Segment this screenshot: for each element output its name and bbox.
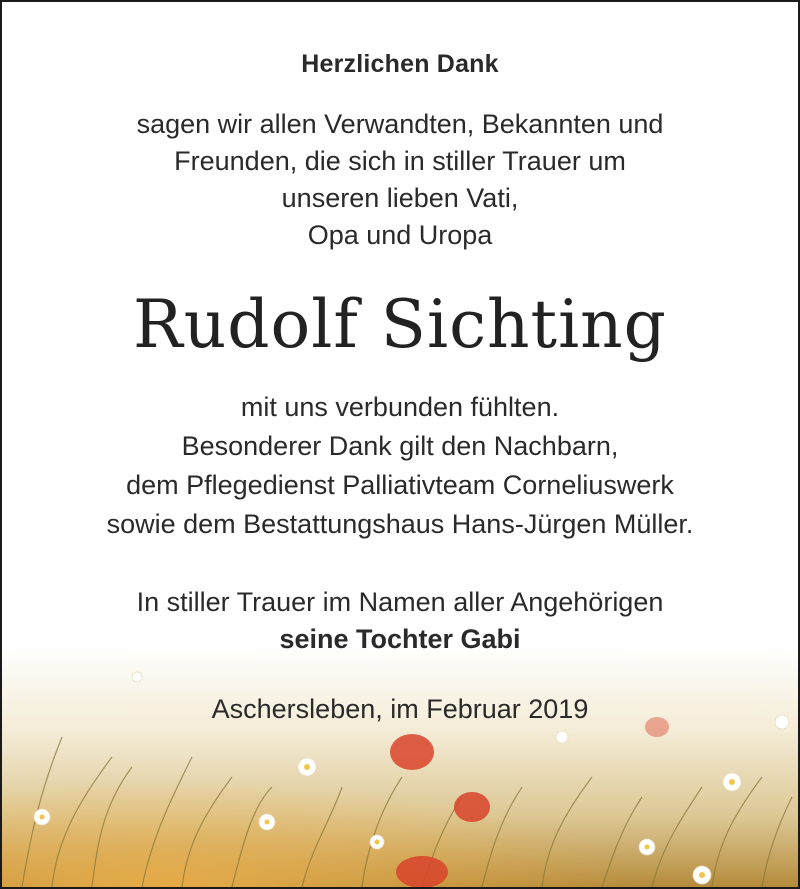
body-line: mit uns verbunden fühlten. [240,392,560,422]
heading: Herzlichen Dank [301,50,499,78]
intro-line: unseren lieben Vati, [281,183,519,213]
flower-meadow-image [2,647,798,887]
signature: seine Tochter Gabi [279,624,521,654]
body-line: Besonderer Dank gilt den Nachbarn, [181,431,619,461]
closing-block [2,584,798,658]
intro-line: Opa und Uropa [307,220,493,250]
intro-paragraph [2,106,798,254]
closing-line: In stiller Trauer im Namen aller Angehörigen [136,587,664,617]
body-paragraph [2,388,798,544]
body-line: dem Pflegedienst Palliativteam Corneliuswerk [126,470,674,500]
intro-line: sagen wir allen Verwandten, Bekannten und [136,109,664,139]
deceased-name: Rudolf Sichting [133,286,667,363]
place-date: Aschersleben, im Februar 2019 [211,694,589,724]
intro-line: Freunden, die sich in stiller Trauer um [174,146,626,176]
body-line: sowie dem Bestattungshaus Hans-Jürgen Müller. [106,509,694,539]
